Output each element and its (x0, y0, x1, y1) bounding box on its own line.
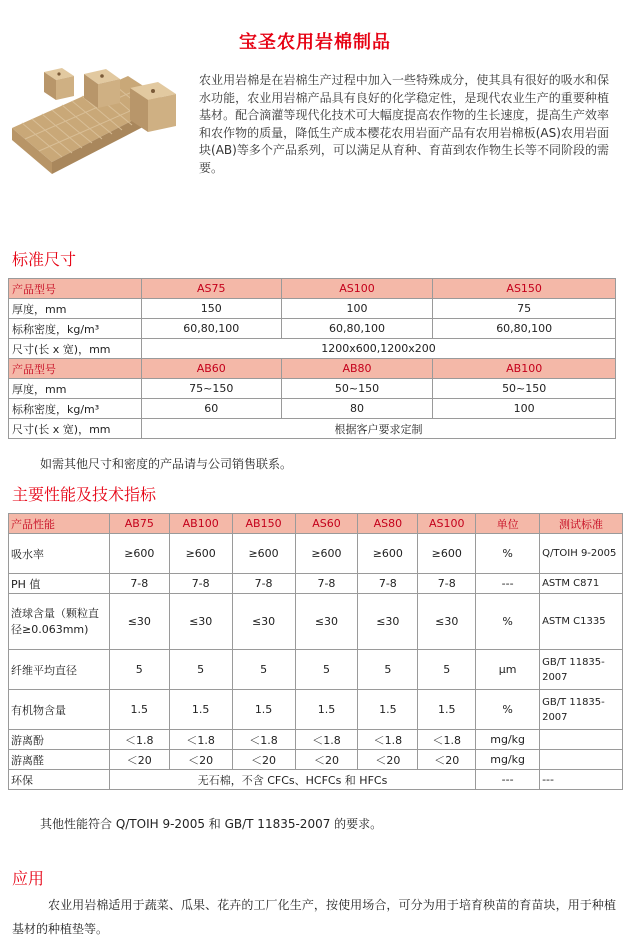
value-cell: ＜1.8 (169, 730, 232, 750)
density-label: 标称密度，kg/m³ (9, 399, 142, 419)
intro-paragraph: 农业用岩棉是在岩棉生产过程中加入一些特殊成分，使其具有很好的吸水和保水功能，农业用岩棉产品具有良好的化学稳定性，是现代农业生产的重要种植基材。配合滴灌等现代化技术可大幅度提高农作物的生长速度，提高生产效率和农作物的质量，降低生产成本樱花农用岩面产品有农用岩棉板(AS)农用岩面块(AB)等多个产品系列，可以满足从育种、育苗到农作物生长等不同阶段的需要。 (199, 73, 609, 175)
cell: 1200x600,1200x200 (141, 339, 615, 359)
standard-cell: GB/T 11835-2007 (540, 650, 623, 690)
value-cell: ＜20 (418, 750, 476, 770)
property-name: 环保 (9, 770, 110, 790)
value-cell: 1.5 (232, 690, 295, 730)
column-header: AB75 (109, 514, 169, 534)
performance-note: 其他性能符合 Q/TOIH 9-2005 和 GB/T 11835-2007 的要求。 (40, 817, 383, 831)
property-name: 游离酚 (9, 730, 110, 750)
page-title: 宝圣农用岩棉制品 (239, 32, 391, 53)
cell: 60,80,100 (281, 319, 433, 339)
model-as150: AS150 (433, 279, 616, 299)
value-cell: ＜1.8 (358, 730, 418, 750)
cell: 50~150 (433, 379, 616, 399)
standard-cell: GB/T 11835-2007 (540, 690, 623, 730)
unit-cell: % (476, 690, 540, 730)
table-row (9, 379, 616, 399)
unit-cell: % (476, 534, 540, 574)
column-header: AS100 (418, 514, 476, 534)
cell: 100 (433, 399, 616, 419)
value-cell: 1.5 (169, 690, 232, 730)
property-name: 有机物含量 (9, 690, 110, 730)
value-cell: 1.5 (295, 690, 358, 730)
cell: 50~150 (281, 379, 433, 399)
application-paragraph: 农业用岩棉适用于蔬菜、瓜果、花卉的工厂化生产，按使用场合，可分为用于培育秧苗的育苗块，用于种植基材的种植垫等。 (12, 898, 616, 936)
value-cell: ＜20 (109, 750, 169, 770)
column-header: AB100 (169, 514, 232, 534)
table-header-row (9, 514, 623, 534)
value-cell: ＜20 (295, 750, 358, 770)
column-header: 产品性能 (9, 514, 110, 534)
value-cell: ＜1.8 (418, 730, 476, 750)
model-ab60: AB60 (141, 359, 281, 379)
value-cell: ＜1.8 (232, 730, 295, 750)
cell: 75 (433, 299, 616, 319)
value-cell: ≥600 (232, 534, 295, 574)
cell: 60,80,100 (141, 319, 281, 339)
unit-cell: mg/kg (476, 730, 540, 750)
value-cell: 7-8 (169, 574, 232, 594)
value-cell: 7-8 (295, 574, 358, 594)
standard-cell (540, 730, 623, 750)
value-cell: ≤30 (358, 594, 418, 650)
model-label: 产品型号 (9, 279, 142, 299)
property-name: 渣球含量（颗粒直径≥0.063mm) (9, 594, 110, 650)
cell: 100 (281, 299, 433, 319)
value-cell: 无石棉，不含 CFCs、HCFCs 和 HFCs (109, 770, 475, 790)
value-cell: ＜20 (358, 750, 418, 770)
value-cell: 7-8 (418, 574, 476, 594)
value-cell: ≥600 (295, 534, 358, 574)
table-row (9, 419, 616, 439)
product-image (8, 66, 186, 178)
value-cell: ＜20 (169, 750, 232, 770)
table-row (9, 770, 623, 790)
unit-cell: --- (476, 770, 540, 790)
value-cell: 7-8 (232, 574, 295, 594)
model-as100: AS100 (281, 279, 433, 299)
value-cell: ≥600 (169, 534, 232, 574)
column-header: AS80 (358, 514, 418, 534)
standard-cell: Q/TOIH 9-2005 (540, 534, 623, 574)
model-ab100: AB100 (433, 359, 616, 379)
table-row (9, 399, 616, 419)
value-cell: 7-8 (358, 574, 418, 594)
standard-cell: ASTM C871 (540, 574, 623, 594)
unit-cell: μm (476, 650, 540, 690)
size-label: 尺寸(长 x 宽)，mm (9, 339, 142, 359)
standard-note: 如需其他尺寸和密度的产品请与公司销售联系。 (40, 457, 293, 471)
cell: 根据客户要求定制 (141, 419, 615, 439)
table-row (9, 319, 616, 339)
value-cell: ≤30 (169, 594, 232, 650)
size-label: 尺寸(长 x 宽)，mm (9, 419, 142, 439)
cell: 80 (281, 399, 433, 419)
property-name: 游离醛 (9, 750, 110, 770)
value-cell: ≥600 (418, 534, 476, 574)
unit-cell: --- (476, 574, 540, 594)
section-heading-application: 应用 (12, 869, 45, 888)
cell: 60 (141, 399, 281, 419)
table-row (9, 359, 616, 379)
value-cell: 1.5 (109, 690, 169, 730)
value-cell: ＜1.8 (295, 730, 358, 750)
standard-size-table (8, 278, 616, 439)
model-ab80: AB80 (281, 359, 433, 379)
table-row (9, 594, 623, 650)
property-name: 吸水率 (9, 534, 110, 574)
standard-cell: --- (540, 770, 623, 790)
value-cell: 1.5 (418, 690, 476, 730)
value-cell: ≤30 (295, 594, 358, 650)
table-row (9, 650, 623, 690)
performance-table (8, 513, 623, 790)
value-cell: 5 (169, 650, 232, 690)
standard-cell (540, 750, 623, 770)
model-as75: AS75 (141, 279, 281, 299)
value-cell: 5 (418, 650, 476, 690)
value-cell: ＜20 (232, 750, 295, 770)
value-cell: 1.5 (358, 690, 418, 730)
value-cell: ≤30 (418, 594, 476, 650)
value-cell: ≤30 (232, 594, 295, 650)
density-label: 标称密度，kg/m³ (9, 319, 142, 339)
thickness-label: 厚度，mm (9, 299, 142, 319)
unit-cell: % (476, 594, 540, 650)
section-heading-performance: 主要性能及技术指标 (12, 485, 157, 504)
column-header: 测试标准 (540, 514, 623, 534)
property-name: PH 值 (9, 574, 110, 594)
table-row (9, 690, 623, 730)
property-name: 纤维平均直径 (9, 650, 110, 690)
table-row (9, 534, 623, 574)
table-row (9, 574, 623, 594)
value-cell: 5 (358, 650, 418, 690)
table-row (9, 279, 616, 299)
value-cell: ≥600 (358, 534, 418, 574)
cell: 60,80,100 (433, 319, 616, 339)
column-header: AS60 (295, 514, 358, 534)
unit-cell: mg/kg (476, 750, 540, 770)
model-label: 产品型号 (9, 359, 142, 379)
value-cell: 5 (232, 650, 295, 690)
value-cell: ＜1.8 (109, 730, 169, 750)
column-header: 单位 (476, 514, 540, 534)
value-cell: 5 (295, 650, 358, 690)
table-row (9, 730, 623, 750)
column-header: AB150 (232, 514, 295, 534)
cell: 75~150 (141, 379, 281, 399)
value-cell: ≥600 (109, 534, 169, 574)
table-row (9, 750, 623, 770)
table-row (9, 339, 616, 359)
thickness-label: 厚度，mm (9, 379, 142, 399)
section-heading-standard: 标准尺寸 (12, 250, 77, 269)
value-cell: ≤30 (109, 594, 169, 650)
table-row (9, 299, 616, 319)
standard-cell: ASTM C1335 (540, 594, 623, 650)
cell: 150 (141, 299, 281, 319)
value-cell: 5 (109, 650, 169, 690)
value-cell: 7-8 (109, 574, 169, 594)
